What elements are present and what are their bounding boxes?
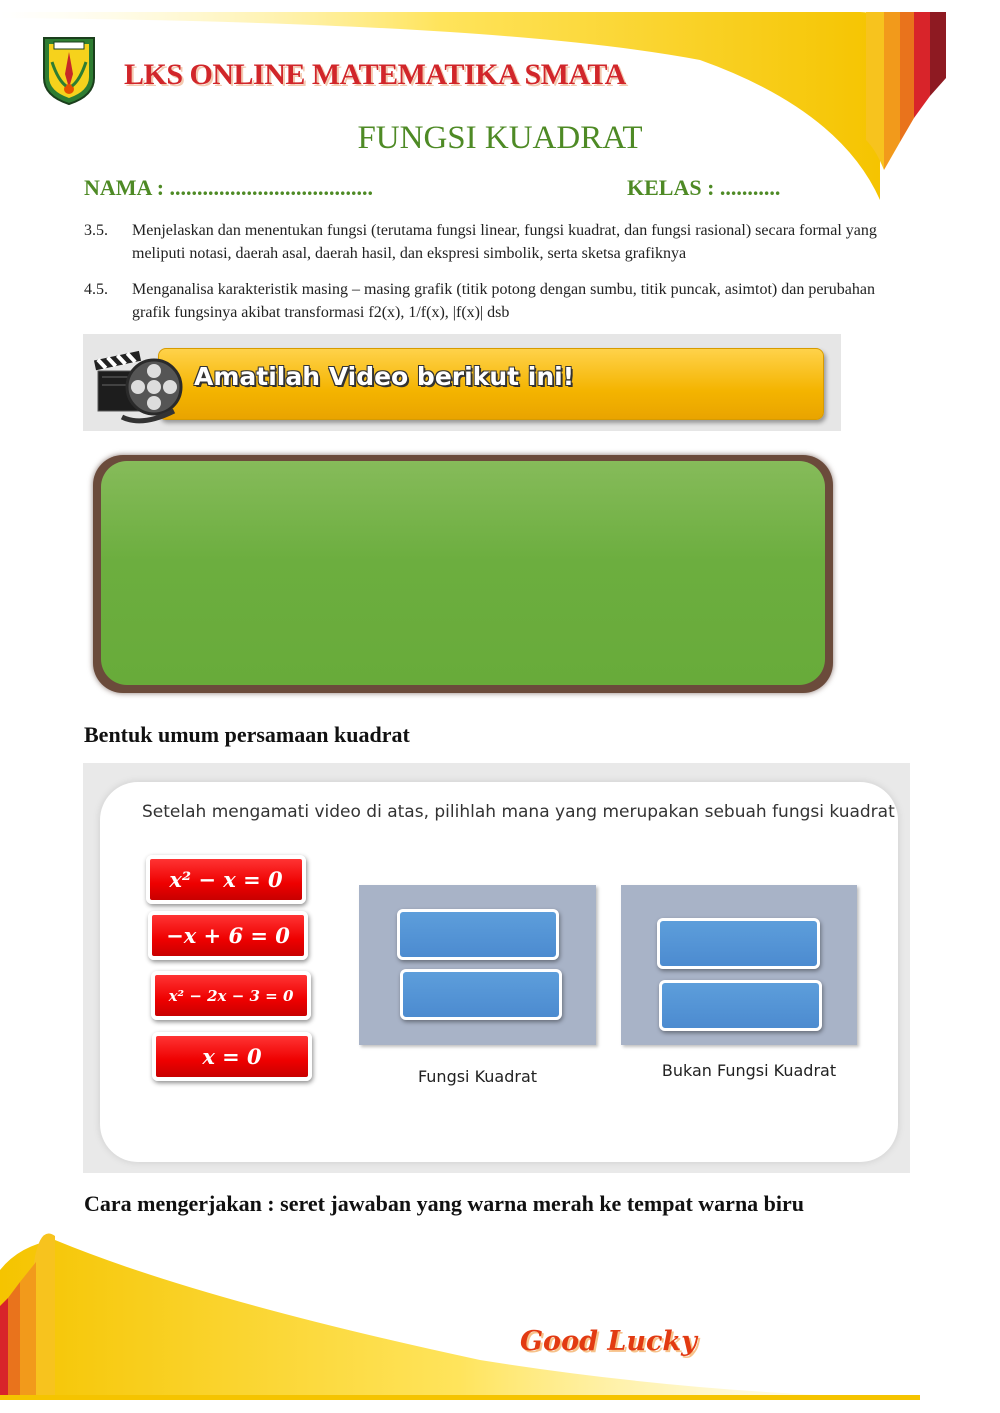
answer-card[interactable]: −x + 6 = 0 xyxy=(148,911,308,960)
competency-item xyxy=(84,278,914,328)
section-heading: Bentuk umum persamaan kuadrat xyxy=(84,722,410,747)
competency-text: Menganalisa karakteristik masing – masing grafik (titik potong dengan sumbu, titik puncak, asimtot) dan perubahan grafik fungsinya akibat transformasi f2(x), 1/f(x), |f(x)| dsb xyxy=(132,281,875,321)
answer-slot[interactable] xyxy=(659,980,822,1031)
video-banner-text: Amatilah Video berikut ini! xyxy=(194,362,575,391)
competency-number: 3.5. xyxy=(84,222,108,239)
film-clapper-icon xyxy=(92,337,187,429)
competency-item xyxy=(84,219,914,269)
instructions-text: Cara mengerjakan : seret jawaban yang warna merah ke tempat warna biru xyxy=(84,1191,805,1216)
answer-card[interactable]: x² − 2x − 3 = 0 xyxy=(151,971,311,1020)
video-player[interactable] xyxy=(101,461,825,685)
footer-good-luck: Good Lucky xyxy=(520,1326,697,1357)
answer-card[interactable]: x = 0 xyxy=(152,1032,312,1081)
answer-card[interactable]: x² − x = 0 xyxy=(146,855,306,904)
answer-slot[interactable] xyxy=(400,969,562,1020)
drop-zone-label: Fungsi Kuadrat xyxy=(417,1067,538,1086)
answer-slot[interactable] xyxy=(657,918,820,969)
activity-instruction: Setelah mengamati video di atas, pilihlah mana yang merupakan sebuah fungsi kuadrat xyxy=(142,802,895,822)
header-title: LKS ONLINE MATEMATIKA SMATA xyxy=(124,58,626,91)
page-title: FUNGSI KUADRAT xyxy=(357,120,643,156)
drop-zone-label: Bukan Fungsi Kuadrat xyxy=(661,1061,837,1080)
nama-field: NAMA : ..................................... xyxy=(84,175,374,200)
school-emblem-icon xyxy=(40,34,98,106)
competency-text: Menjelaskan dan menentukan fungsi (terutama fungsi linear, fungsi kuadrat, dan fungsi rasional) secara formal yang meliputi notasi, daerah asal, daerah hasil, dan ekspresi simbolik, serta sketsa grafiknya xyxy=(132,222,877,262)
competency-number: 4.5. xyxy=(84,281,108,298)
answer-slot[interactable] xyxy=(397,909,559,960)
kelas-field: KELAS : ........... xyxy=(627,175,781,200)
